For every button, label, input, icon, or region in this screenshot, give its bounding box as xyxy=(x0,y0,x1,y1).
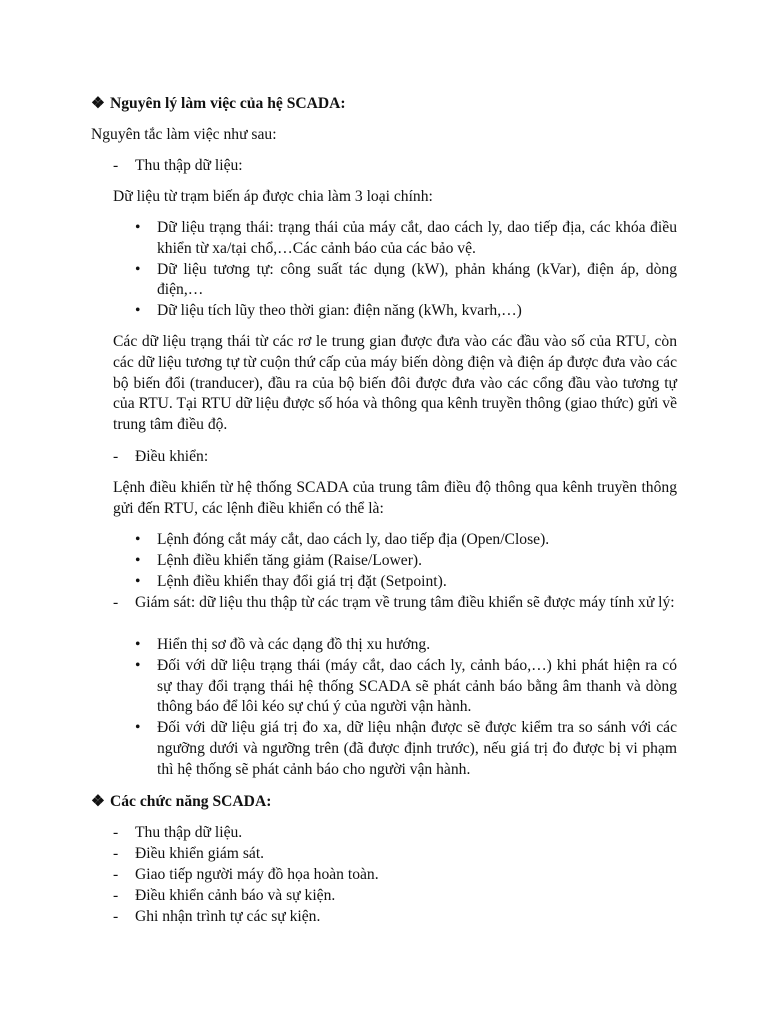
dash-marker: - xyxy=(113,157,119,174)
function-item-text: Giao tiếp người máy đồ họa hoàn toàn. xyxy=(135,866,379,883)
dash-item-label: Thu thập dữ liệu: xyxy=(135,157,243,174)
data-type-list xyxy=(135,218,677,322)
dash-item-monitor xyxy=(113,593,677,614)
dash-item-label: Điều khiển: xyxy=(135,448,209,465)
dash-marker: - xyxy=(113,908,119,925)
collect-paragraph: Các dữ liệu trạng thái từ các rơ le trung gian được đưa vào các đầu vào số của RTU, còn các dữ liệu tương tự từ cuộn thứ cấp của máy biến dòng điện và điện áp được đưa vào các bộ biến đổi (tranducer), đầu ra của bộ biến đôi được đưa vào các cổng đầu vào tương tự của RTU. Tại RTU dữ liệu được số hóa và thông qua kênh truyền thông (giao thức) gửi về trung tâm điều độ. xyxy=(113,333,677,434)
heading-text: Các chức năng SCADA: xyxy=(110,793,272,810)
list-item-text: Hiển thị sơ đồ và các dạng đồ thị xu hướng. xyxy=(157,636,431,653)
bullet-dot-icon: • xyxy=(135,531,141,548)
list-item xyxy=(135,551,677,572)
list-item-text: Dữ liệu tương tự: công suất tác dụng (kW), phản kháng (kVar), điện áp, dòng điện,… xyxy=(157,260,677,299)
list-item-text: Lệnh điều khiển tăng giảm (Raise/Lower). xyxy=(157,551,423,569)
bullet-dot-icon: • xyxy=(135,260,141,278)
function-item-text: Điều khiển cảnh báo và sự kiện. xyxy=(135,887,336,904)
collect-lead-text: Dữ liệu từ trạm biến áp được chia làm 3 loại chính: xyxy=(113,188,433,205)
heading-text: Nguyên lý làm việc của hệ SCADA: xyxy=(110,95,346,112)
list-item xyxy=(135,572,677,593)
list-item-text: Đối với dữ liệu trạng thái (máy cắt, dao cách ly, cảnh báo,…) khi phát hiện ra có sự thay đổi trạng thái hệ thống SCADA sẽ phát cảnh báo bằng âm thanh và dòng thông báo để lôi kéo sự chú ý của người vận hành. xyxy=(157,656,677,716)
bullet-dot-icon: • xyxy=(135,572,141,590)
function-item-text: Thu thập dữ liệu. xyxy=(135,824,243,841)
bullet-dot-icon: • xyxy=(135,219,141,236)
dash-marker: - xyxy=(113,448,119,465)
bullet-dot-icon: • xyxy=(135,719,141,737)
list-item xyxy=(135,301,677,322)
dash-marker: - xyxy=(113,887,119,904)
list-item-text: Dữ liệu tích lũy theo thời gian: điện năng (kWh, kvarh,…) xyxy=(157,302,522,320)
function-item-text: Ghi nhận trình tự các sự kiện. xyxy=(135,908,321,925)
dash-marker: - xyxy=(113,594,119,611)
bullet-dot-icon: • xyxy=(135,656,141,674)
list-item xyxy=(135,635,677,656)
monitor-list xyxy=(135,635,677,781)
bullet-dot-icon: • xyxy=(135,302,141,320)
list-item xyxy=(135,530,677,551)
dash-marker: - xyxy=(113,866,119,883)
list-item xyxy=(135,218,677,260)
section-heading-principle xyxy=(91,94,346,115)
function-item-text: Điều khiển giám sát. xyxy=(135,845,265,862)
list-item xyxy=(135,718,677,780)
dash-marker: - xyxy=(113,824,119,841)
list-item xyxy=(135,260,677,302)
list-item-text: Dữ liệu trạng thái: trạng thái của máy cắt, dao cách ly, dao tiếp địa, các khóa điều khiển từ xa/tại chổ,…Các cảnh báo của các bảo vệ. xyxy=(157,219,677,257)
list-item-text: Lệnh đóng cắt máy cắt, dao cách ly, dao tiếp địa (Open/Close). xyxy=(157,531,550,548)
list-item-text: Đối với dữ liệu giá trị đo xa, dữ liệu nhận được sẽ được kiểm tra so sánh với các ngưỡng dưới và ngưỡng trên (đã được định trước), nếu giá trị đo được bị vi phạm thì hệ thống sẽ phát cảnh báo cho người vận hành. xyxy=(157,719,677,778)
dash-item-text: Giám sát: dữ liệu thu thập từ các trạm về trung tâm điều khiển sẽ được máy tính xử lý: xyxy=(135,594,675,611)
intro-text: Nguyên tắc làm việc như sau: xyxy=(91,126,277,143)
bullet-dot-icon: • xyxy=(135,636,141,653)
list-item-text: Lệnh điều khiển thay đổi giá trị đặt (Setpoint). xyxy=(157,572,447,590)
dash-marker: - xyxy=(113,845,119,862)
diamond-bullet-icon: ❖ xyxy=(91,95,105,112)
control-command-list xyxy=(135,530,677,592)
bullet-dot-icon: • xyxy=(135,551,141,569)
diamond-bullet-icon: ❖ xyxy=(91,793,105,810)
section-heading-functions xyxy=(91,792,271,813)
control-paragraph: Lệnh điều khiển từ hệ thống SCADA của trung tâm điều độ thông qua kênh truyền thông gửi đến RTU, các lệnh điều khiển có thể là: xyxy=(113,479,677,517)
list-item xyxy=(135,656,677,718)
